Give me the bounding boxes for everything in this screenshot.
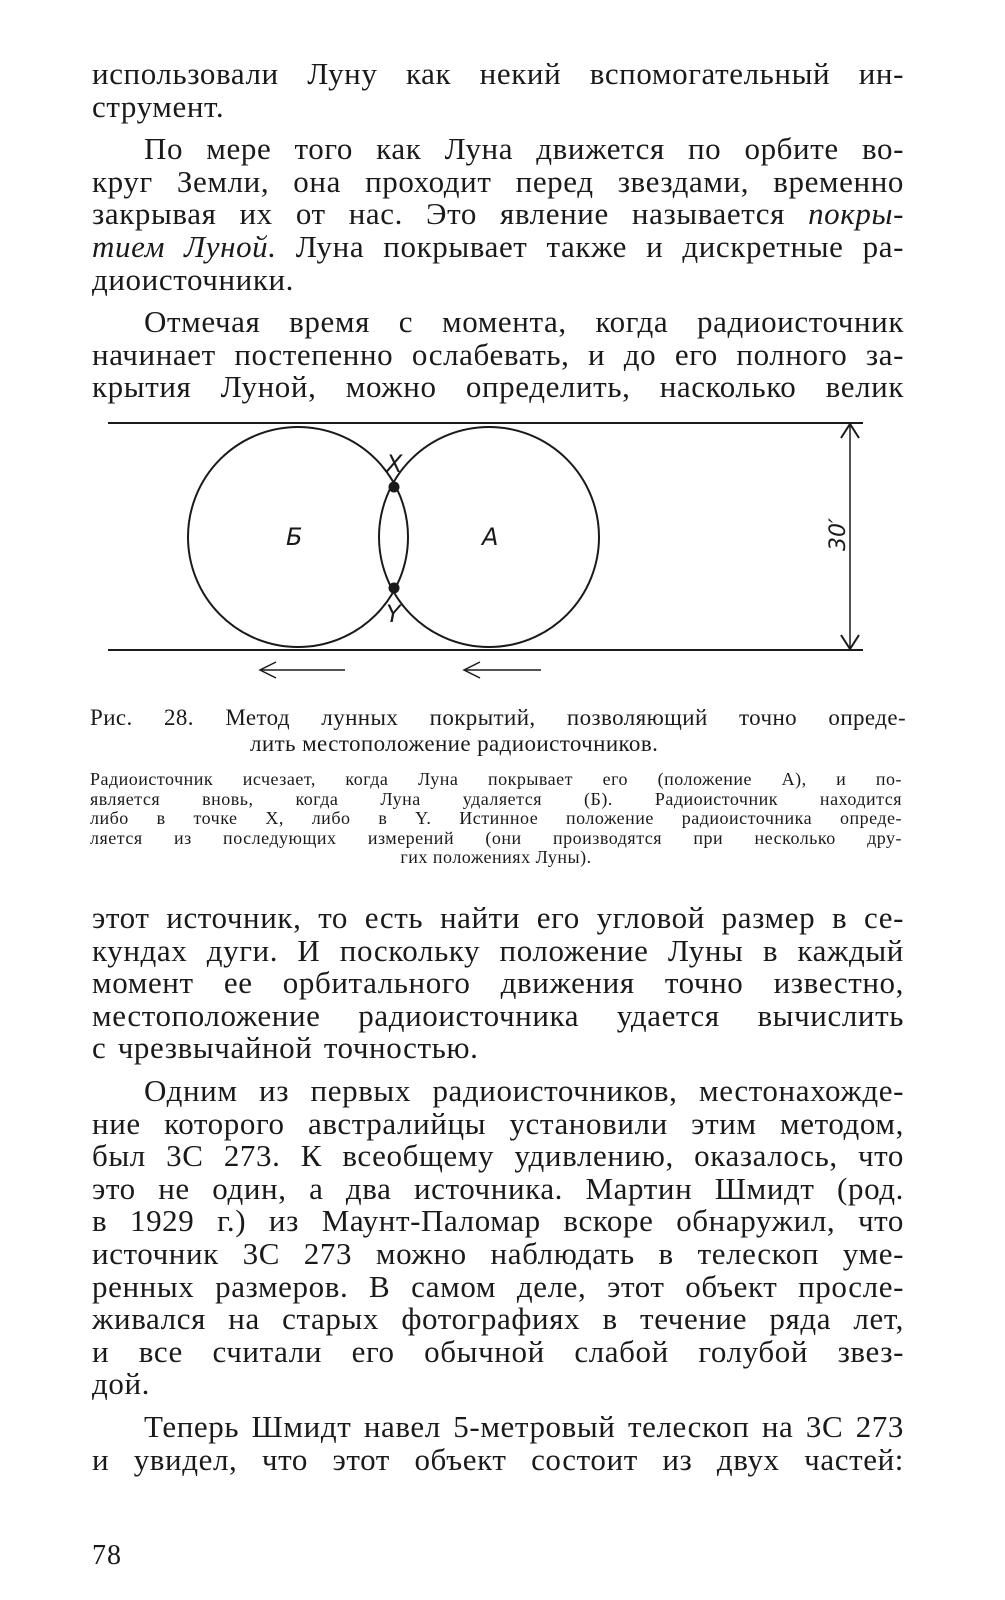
italic-term: тием Луной. [92,228,277,264]
text-line: струмент. [92,88,225,124]
text-line: и увидел, что этот объект состоит из двух частей: [92,1441,904,1477]
figure-caption-title [90,705,906,757]
text-line: дой. [92,1366,151,1402]
point-x-marker [389,482,400,493]
text-block-bottom [92,902,904,1476]
caption-line: Радиоисточник исчезает, когда Луна покрывает его (положение А), и по- [90,769,902,789]
italic-term: покры- [808,196,904,232]
point-y-marker [389,583,400,594]
caption-line: является вновь, когда Луна удаляется (Б). Радиоисточник находится [90,788,902,809]
text-line: ние которого австралийцы установили этим методом, [92,1105,904,1141]
text-line: кундах дуги. И поскольку положение Луны в каждый [92,932,904,968]
text-line: в 1929 г.) из Маунт-Паломар вскоре обнаружил, что [92,1203,904,1239]
label-y: Y [386,600,401,628]
text-line: крытия Луной, можно определить, насколько велик [92,369,904,405]
label-a: А [482,523,499,551]
caption-line: лить местоположение радиоисточников. [250,731,659,756]
text-line: ренных размеров. В самом деле, этот объект просле- [92,1268,904,1304]
occultation-diagram [0,0,1005,700]
text-line: диоисточники. [92,261,295,297]
label-x: X [386,450,403,478]
caption-line: гих положениях Луны). [400,847,592,867]
text-run: закрывая их от нас. Это явление называется [92,196,809,232]
text-line: использовали Луну как некий вспомогательный ин- [92,56,904,91]
text-line: Одним из первых радиоисточников, местонахожде- [144,1072,904,1108]
dimension-label: 30′ [826,518,851,551]
text-line: этот источник, то есть найти его угловой размер в се- [92,900,904,935]
paragraph-6 [92,1408,904,1477]
text-run: Луна покрывает также и дискретные ра- [276,228,904,264]
text-line: это не один, а два источника. Мартин Шмидт (род. [92,1170,904,1206]
text-line: начинает постепенно ослабевать, и до его полного за- [92,336,904,372]
caption-line: либо в точке X, либо в Y. Истинное положение радиоисточника опреде- [90,808,902,828]
paragraph-4 [92,902,904,1065]
label-b: Б [286,523,303,551]
text-line: живался на старых фотографиях в течение ряда лет, [92,1301,904,1337]
figure-caption-body [90,770,902,868]
text-line: был 3С 273. К всеобщему удивлению, оказалось, что [92,1138,904,1174]
caption-line: ляется из последующих измерений (они производятся при несколько дру- [90,827,902,848]
page-number: 78 [92,1540,122,1571]
text-line: и все считали его обычной слабой голубой звез- [92,1333,904,1369]
text-line: Отмечая время с момента, когда радиоисточник [144,304,904,340]
text-line: местоположение радиоисточника удается вычислить [92,997,904,1033]
text-line: источник 3С 273 можно наблюдать в телескоп уме- [92,1235,904,1271]
text-line: с чрезвычайной точностью. [92,1030,479,1066]
caption-line: Рис. 28. Метод лунных покрытий, позволяющий точно опреде- [90,705,906,730]
paragraph-5 [92,1072,904,1402]
text-line: момент ее орбитального движения точно известно, [92,965,904,1001]
text-line: Теперь Шмидт навел 5-метровый телескоп на 3С 273 [144,1408,904,1444]
text-line: По мере того как Луна движется по орбите во- [144,131,904,167]
text-line: круг Земли, она проходит перед звездами, временно [92,163,904,199]
